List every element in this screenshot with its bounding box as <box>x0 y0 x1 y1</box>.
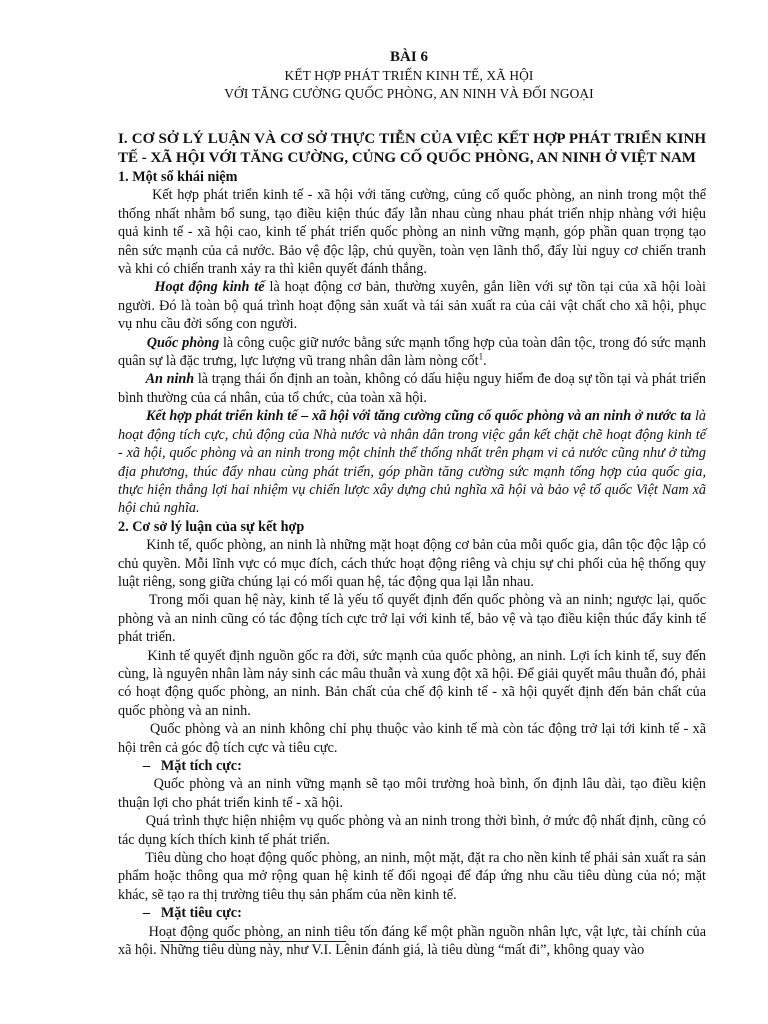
lesson-subtitle-line-1: KẾT HỢP PHÁT TRIỂN KINH TẾ, XÃ HỘI <box>284 68 534 83</box>
defined-term: Kết hợp phát triển kinh tế – xã hội với tăng cường cũng cố quốc phòng và an ninh ở nước ta <box>145 408 692 425</box>
footnote-separator-line <box>160 941 346 942</box>
paragraph: Kết hợp phát triển kinh tế - xã hội với tăng cường, củng cố quốc phòng, an ninh trong một thể thống nhất nhằm bổ sung, tạo điều kiện thúc đẩy lẫn nhau cùng nhau phát triển nhịp nhàng với hiệu quả kinh tế - xã hội cao, kinh tế phát triển quốc phòng an ninh vững mạnh, góp phần quan trọng tạo nên sức mạnh của cả nước. Bảo vệ độc lập, chủ quyền, toàn vẹn lãnh thổ, đẩy lùi nguy cơ chiến tranh và khi có chiến tranh xảy ra thì kiên quyết đánh thắng. <box>118 187 706 278</box>
lesson-header <box>112 48 706 103</box>
paragraph: Hoạt động quốc phòng, an ninh tiêu tốn đáng kể một phần nguồn nhân lực, vật lực, tài chính của xã hội. Những tiêu dùng này, như V.I. Lênin đánh giá, là tiêu dùng “mất đi”, không quay vào <box>118 923 707 959</box>
paragraph: Kinh tế, quốc phòng, an ninh là những mặt hoạt động cơ bản của mỗi quốc gia, dân tộc độc lập có chủ quyền. Mỗi lĩnh vực có mục đích, cách thức hoạt động riêng và chịu sự chi phối của hệ thống quy luật riêng, song giữa chúng lại có mối quan hệ, tác động qua lại lẫn nhau. <box>118 537 707 590</box>
paragraph: Kinh tế quyết định nguồn gốc ra đời, sức mạnh của quốc phòng, an ninh. Lợi ích kinh tế, suy đến cùng, là nguyên nhân làm nảy sinh các mâu thuẫn và xung đột xã hội. Để giải quyết mâu thuẫn đó, phải có hoạt động quốc phòng, an ninh. Bản chất của chế độ kinh tế - xã hội quyết định đến bản chất của quốc phòng và an ninh. <box>118 647 706 719</box>
bullet-dash: – <box>142 905 150 922</box>
paragraph: Trong mối quan hệ này, kinh tế là yếu tố quyết định đến quốc phòng và an ninh; ngược lại, quốc phòng và an ninh cũng có tác động tích cực trở lại với kinh tế, bảo vệ và tạo điều kiện thúc đẩy kinh tế phát triển. <box>118 592 706 646</box>
paragraph-combination-definition: Kết hợp phát triển kinh tế – xã hội với tăng cường cũng cố quốc phòng và an ninh ở nước ta là hoạt động tích cực, chủ động của Nhà nước và nhân dân trong việc gắn kết chặt chẽ hoạt động kinh tế - xã hội, quốc phòng và an ninh trong một chỉnh thể thống nhất trên phạm vi cả nước cũng như ở từng địa phương, thúc đẩy nhau cùng phát triển, góp phần tăng cường sức mạnh tổng hợp của quốc gia, thực hiện thắng lợi hai nhiệm vụ chiến lược xây dựng chủ nghĩa xã hội và bảo vệ tổ quốc Việt Nam xã hội chủ nghĩa. <box>118 408 706 517</box>
lesson-title: BÀI 6 <box>390 49 428 65</box>
paragraph: Quá trình thực hiện nhiệm vụ quốc phòng và an ninh trong thời bình, ở mức độ nhất định, cũng có tác dụng kích thích kinh tế phát triển. <box>118 813 707 848</box>
paragraph: Tiêu dùng cho hoạt động quốc phòng, an ninh, một mặt, đặt ra cho nền kinh tế phải sản xuất ra sản phẩm hoặc thông qua mở rộng quan hệ kinh tế đối ngoại để đáp ứng nhu cầu tiêu dùng của nó; mặt khác, sẽ tạo ra thị trường tiêu thụ sản phẩm của nền kinh tế. <box>118 850 707 903</box>
paragraph: Quốc phòng và an ninh không chỉ phụ thuộc vào kinh tế mà còn tác động trở lại tới kinh tế - xã hội trên cả góc độ tích cực và tiêu cực. <box>118 721 707 756</box>
lesson-subtitle-line-2: VỚI TĂNG CƯỜNG QUỐC PHÒNG, AN NINH VÀ ĐỐI NGOẠI <box>224 86 594 101</box>
defined-term: An ninh <box>145 371 195 388</box>
defined-term: Hoạt động kinh tế <box>154 279 265 296</box>
paragraph: Quốc phòng và an ninh vững mạnh sẽ tạo môi trường hoà bình, ổn định lâu dài, tạo điều kiện thuận lợi cho phát triển kinh tế - xã hội. <box>118 776 707 811</box>
section-heading: I. CƠ SỞ LÝ LUẬN VÀ CƠ SỞ THỰC TIỄN CỦA VIỆC KẾT HỢP PHÁT TRIỂN KINH TẾ - XÃ HỘI VỚI TĂNG CƯỜNG, CỦNG CỐ QUỐC PHÒNG, AN NINH Ở VIỆT NAM <box>118 131 706 166</box>
footnote-marker[interactable]: 1 <box>478 351 484 362</box>
subsection-heading-concepts: 1. Một số khái niệm <box>118 169 238 185</box>
bullet-dash: – <box>142 758 150 774</box>
paragraph-economic-activity: Hoạt động kinh tế là hoạt động cơ bản, thường xuyên, gắn liền với sự tồn tại của xã hội loài người. Đó là toàn bộ quá trình hoạt động sản xuất và tái sản xuất ra của cải vật chất cho xã hội, phục vụ nhu cầu đời sống con người. <box>118 279 707 333</box>
paragraph-national-defense: Quốc phòng là công cuộc giữ nước bằng sức mạnh tổng hợp của toàn dân tộc, trong đó sức mạnh quân sự là đặc trưng, lực lượng vũ trang nhân dân làm nòng cốt$^1$. <box>118 334 707 370</box>
bullet-positive-side: – Mặt tích cực: <box>142 758 242 774</box>
defined-term: Quốc phòng <box>146 334 220 351</box>
bullet-negative-side: – Mặt tiêu cực: <box>142 905 242 922</box>
paragraph-security: An ninh là trạng thái ổn định an toàn, không có dấu hiệu nguy hiểm đe doạ sự tồn tại và phát triển bình thường của cá nhân, của tổ chức, của toàn xã hội. <box>118 371 707 406</box>
subsection-heading-theory: 2. Cơ sở lý luận của sự kết hợp <box>118 518 305 535</box>
